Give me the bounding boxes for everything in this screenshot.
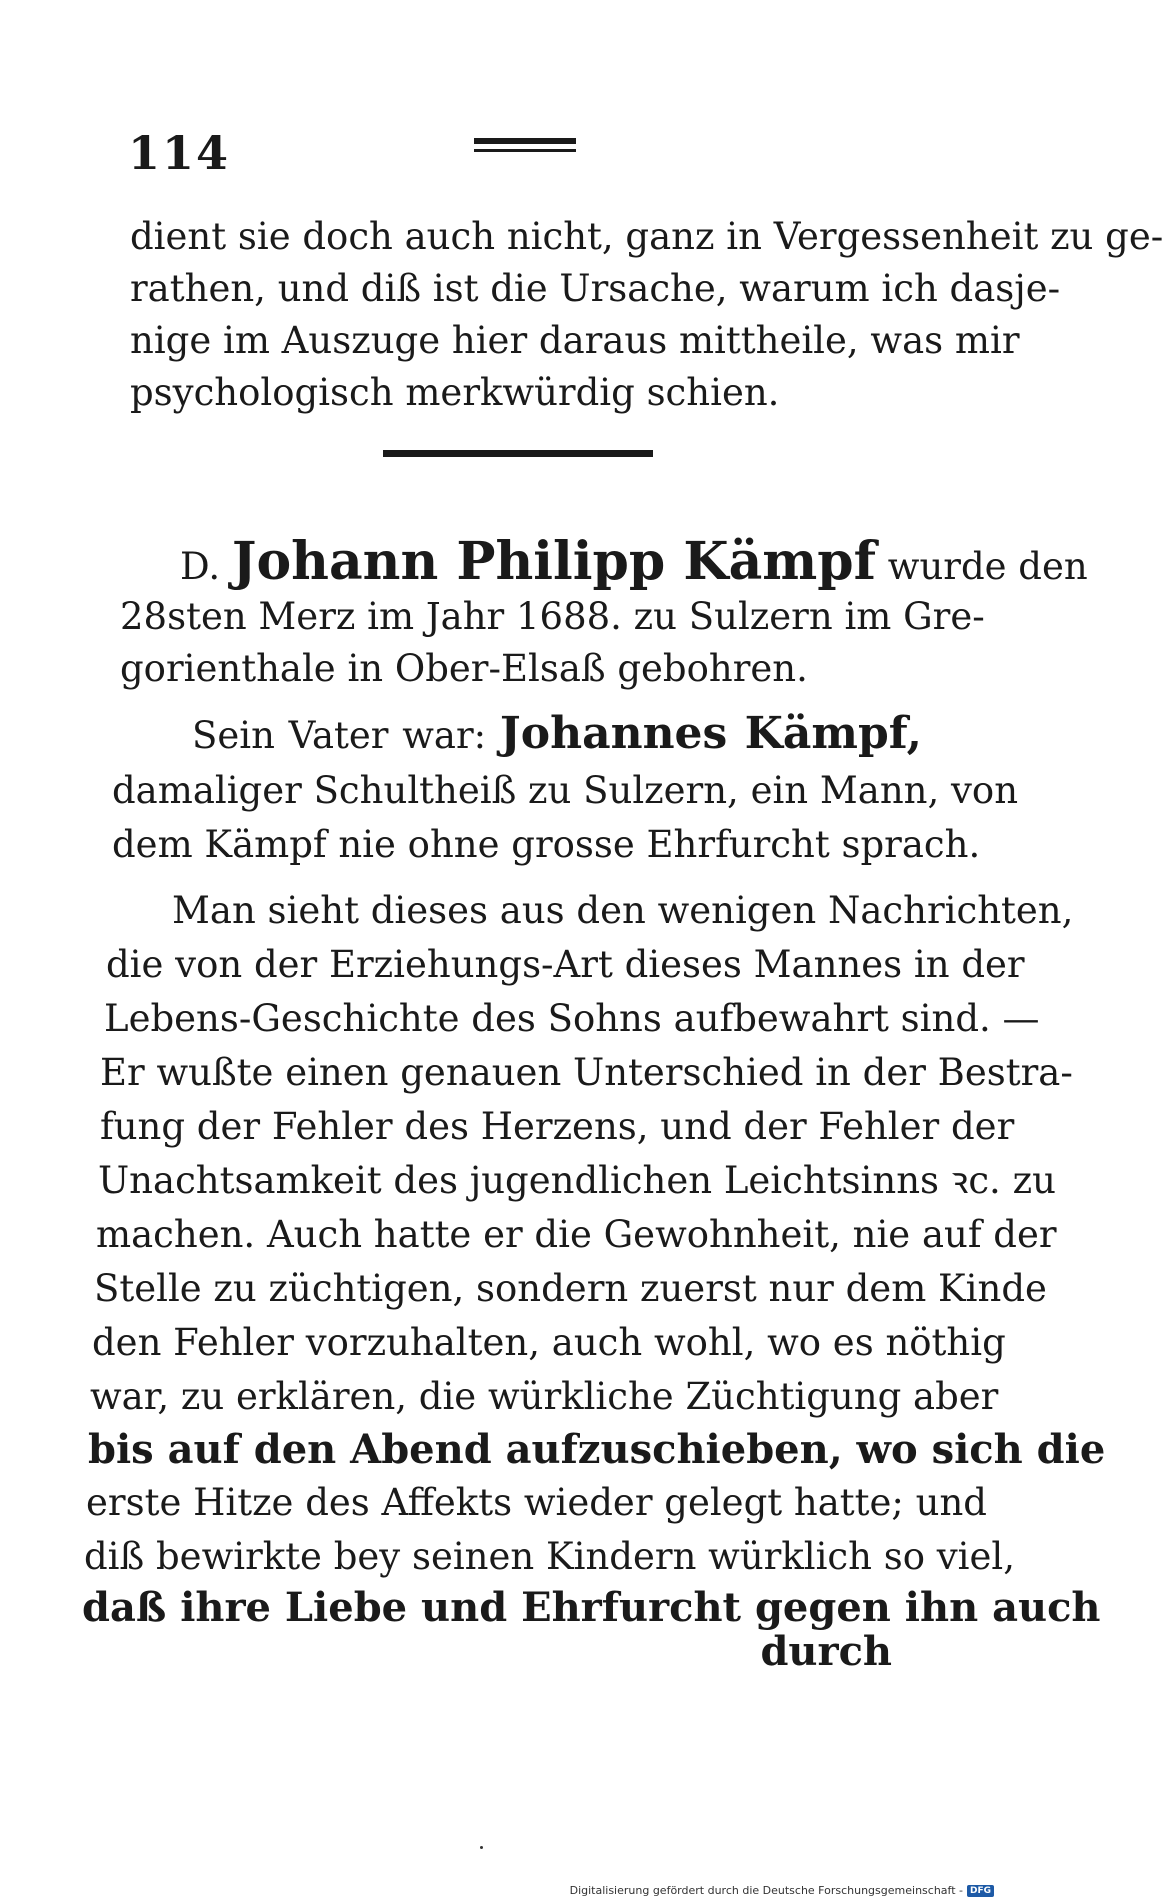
- text-line: den Fehler vorzuhalten, auch wohl, wo es nöthig: [92, 1321, 1006, 1364]
- text-line: gorienthale in Ober-Elsaß gebohren.: [120, 647, 808, 690]
- text-line: damaliger Schultheiß zu Sulzern, ein Mann, von: [112, 769, 1019, 812]
- text-line: 28sten Merz im Jahr 1688. zu Sulzern im Gre-: [120, 595, 985, 638]
- text-line: Er wußte einen genauen Unterschied in der Bestra-: [100, 1051, 1073, 1094]
- text-line: daß ihre Liebe und Ehrfurcht gegen ihn auch: [82, 1584, 1101, 1631]
- text-line: machen. Auch hatte er die Gewohnheit, nie auf der: [96, 1213, 1057, 1256]
- text-line: die von der Erziehungs-Art dieses Mannes in der: [106, 943, 1025, 986]
- paragraph-heading-line: [192, 708, 922, 759]
- text-line: Unachtsamkeit des jugendlichen Leichtsinns ꝛc. zu: [98, 1159, 1056, 1202]
- person-name: Johann Philipp Kämpf: [231, 531, 877, 592]
- text-line: erste Hitze des Affekts wieder gelegt hatte; und: [86, 1481, 987, 1524]
- credit-text: Digitalisierung gefördert durch die Deutsche Forschungsgemeinschaft -: [569, 1884, 963, 1897]
- text-line: psychologisch merkwürdig schien.: [130, 371, 780, 414]
- catchword: durch: [760, 1628, 892, 1675]
- text-line: dem Kämpf nie ohne grosse Ehrfurcht sprach.: [112, 823, 981, 866]
- ink-speck: [480, 1846, 483, 1849]
- text-fragment: wurde den: [887, 545, 1088, 588]
- text-line: diß bewirkte bey seinen Kindern würklich so viel,: [84, 1535, 1015, 1578]
- person-name: Johannes Kämpf,: [499, 708, 922, 759]
- text-line: dient sie doch auch nicht, ganz in Vergessenheit zu ge-: [130, 215, 1163, 258]
- text-line: war, zu erklären, die würkliche Züchtigung aber: [90, 1375, 999, 1418]
- text-line: fung der Fehler des Herzens, und der Fehler der: [100, 1105, 1015, 1148]
- title-prefix: D.: [180, 545, 221, 588]
- text-line: Man sieht dieses aus den wenigen Nachrichten,: [172, 889, 1074, 932]
- dfg-logo: DFG: [967, 1885, 994, 1897]
- header-ornament-rule: [474, 138, 576, 157]
- text-line: bis auf den Abend aufzuschieben, wo sich die: [88, 1426, 1106, 1473]
- paragraph-heading-line: [180, 531, 1088, 592]
- text-line: Stelle zu züchtigen, sondern zuerst nur dem Kinde: [94, 1267, 1047, 1310]
- text-fragment: Sein Vater war:: [192, 714, 487, 757]
- text-line: rathen, und diß ist die Ursache, warum ich dasje-: [130, 267, 1061, 310]
- section-divider: [383, 450, 653, 457]
- text-line: Lebens-Geschichte des Sohns aufbewahrt sind. —: [104, 997, 1040, 1040]
- digitization-credit: [570, 1884, 994, 1897]
- text-line: nige im Auszuge hier daraus mittheile, was mir: [130, 319, 1020, 362]
- page-number: 114: [128, 126, 231, 180]
